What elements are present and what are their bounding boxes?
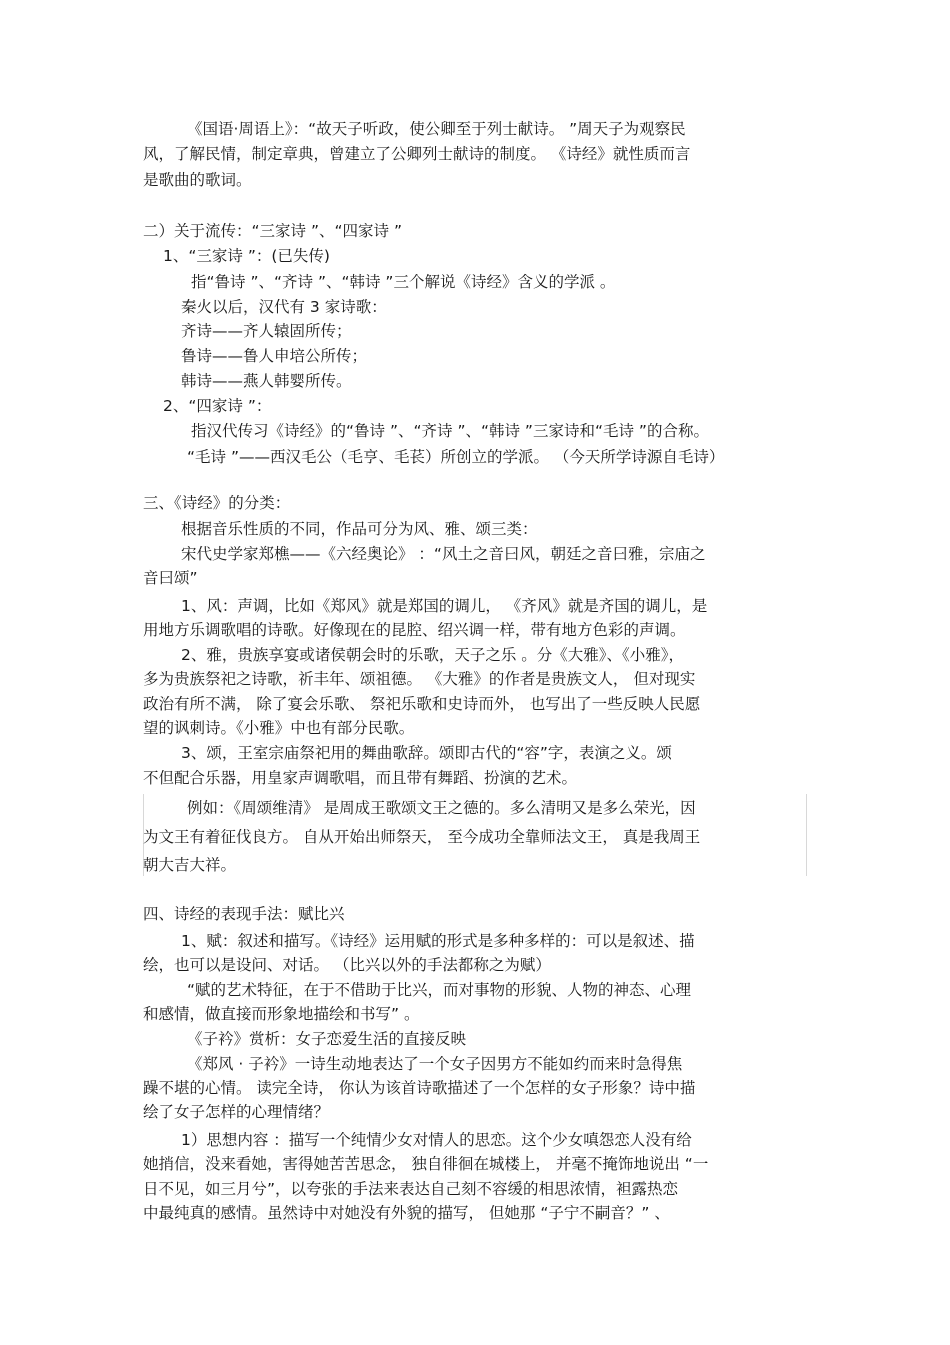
text-line: 政治有所不满， 除了宴会乐歌、 祭祀乐歌和史诗而外， 也写出了一些反映人民愿 — [143, 695, 701, 713]
text-line: 根据音乐性质的不同，作品可分为风、雅、颂三类： — [181, 520, 538, 538]
text-line: 韩诗——燕人韩婴所传。 — [181, 372, 352, 390]
text-line: 《子衿》赏析：女子恋爱生活的直接反映 — [187, 1030, 467, 1048]
text-line: 躁不堪的心情。 读完全诗， 你认为该首诗歌描述了一个怎样的女子形象？诗中描 — [143, 1079, 696, 1097]
text-line: 3、颂，王室宗庙祭祀用的舞曲歌辞。颂即古代的“容”字，表演之义。颂 — [181, 744, 672, 762]
section-heading: 三、《诗经》的分类： — [143, 494, 291, 512]
text-line: 《国语·周语上》：“故天子听政，使公卿至于列士献诗。 ”周天子为观察民 — [187, 120, 686, 138]
text-line: 风，了解民情，制定章典，曾建立了公卿列士献诗的制度。 《诗经》就性质而言 — [143, 145, 691, 163]
text-line: 绘了女子怎样的心理情绪？ — [143, 1103, 330, 1121]
text-line: 鲁诗——鲁人申培公所传； — [181, 347, 368, 365]
text-line: 音曰颂” — [143, 569, 198, 587]
text-line: “赋的艺术特征，在于不借助于比兴，而对事物的形貌、人物的神态、心理 — [187, 981, 692, 999]
text-line: 多为贵族祭祀之诗歌，祈丰年、颂祖德。 《大雅》的作者是贵族文人， 但对现实 — [143, 670, 696, 688]
text-line: 朝大吉大祥。 — [143, 856, 237, 874]
text-line: 指“鲁诗 ”、“齐诗 ”、“韩诗 ”三个解说《诗经》含义的学派 。 — [191, 273, 616, 291]
text-line: 2、雅，贵族享宴或诸侯朝会时的乐歌，天子之乐 。分《大雅》、《小雅》， — [181, 646, 685, 664]
text-line: 日不见，如三月兮”，以夸张的手法来表达自己刻不容缓的相思浓情，袒露热恋 — [143, 1180, 679, 1198]
text-line: “毛诗 ”——西汉毛公（毛亨、毛苌）所创立的学派。 （今天所学诗源自毛诗） — [187, 448, 725, 466]
text-line: 1、“三家诗 ”：(已失传) — [163, 247, 330, 265]
text-line: 2、“四家诗 ”： — [163, 397, 272, 415]
section-heading: 四、诗经的表现手法：赋比兴 — [143, 905, 345, 923]
text-line: 为文王有着征伐良方。 自从开始出师祭天， 至今成功全靠师法文王， 真是我周王 — [143, 828, 701, 846]
text-line: 例如：《周颂维清》 是周成王歌颂文王之德的。多么清明又是多么荣光，因 — [187, 799, 696, 817]
text-line: 秦火以后，汉代有 3 家诗歌： — [181, 298, 387, 316]
text-line: 指汉代传习《诗经》的“鲁诗 ”、“齐诗 ”、“韩诗 ”三家诗和“毛诗 ”的合称。 — [191, 422, 709, 440]
text-line: 望的讽刺诗。《小雅》中也有部分民歌。 — [143, 719, 415, 737]
text-line: 用地方乐调歌唱的诗歌。好像现在的昆腔、绍兴调一样，带有地方色彩的声调。 — [143, 621, 686, 639]
text-line: 和感情，做直接而形象地描绘和书写” 。 — [143, 1005, 420, 1023]
text-line: 1、风：声调，比如《郑风》就是郑国的调儿， 《齐风》就是齐国的调儿，是 — [181, 597, 708, 615]
text-line: 宋代史学家郑樵——《六经奥论》 ：“风土之音曰风，朝廷之音曰雅，宗庙之 — [181, 545, 706, 563]
text-line: 《郑风 · 子衿》一诗生动地表达了一个女子因男方不能如约而来时急得焦 — [187, 1055, 683, 1073]
section-heading: 二）关于流传：“三家诗 ”、“四家诗 ” — [143, 222, 402, 240]
text-line: 不但配合乐器，用皇家声调歌唱，而且带有舞蹈、扮演的艺术。 — [143, 769, 578, 787]
text-line: 绘，也可以是设问、对话。 （比兴以外的手法都称之为赋） — [143, 956, 551, 974]
text-line: 1）思想内容 ：描写一个纯情少女对情人的思恋。这个少女嗔怨恋人没有给 — [181, 1131, 692, 1149]
text-line: 是歌曲的歌词。 — [143, 171, 252, 189]
text-line: 中最纯真的感情。虽然诗中对她没有外貌的描写， 但她那 “子宁不嗣音？” 、 — [143, 1204, 670, 1222]
text-line: 1、赋：叙述和描写。《诗经》运用赋的形式是多种多样的：可以是叙述、描 — [181, 932, 695, 950]
text-line: 齐诗——齐人辕固所传； — [181, 322, 352, 340]
text-line: 她捎信，没来看她，害得她苦苦思念， 独自徘徊在城楼上， 并毫不掩饰地说出 “一 — [143, 1155, 709, 1173]
